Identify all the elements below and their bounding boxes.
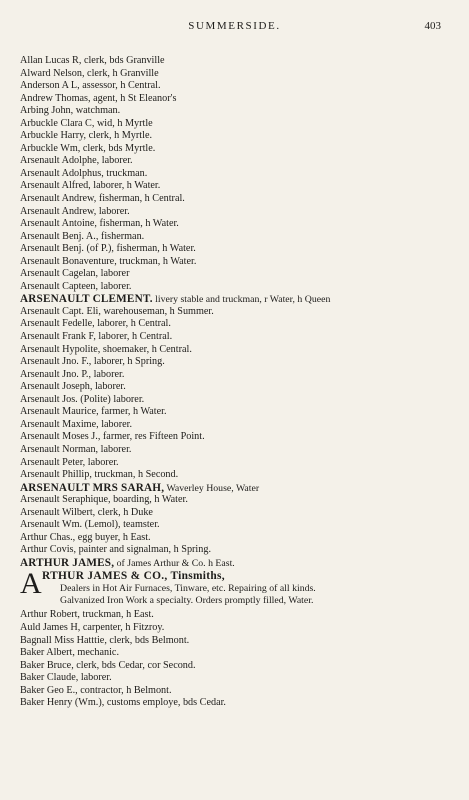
directory-entry: Arsenault Cagelan, laborer [20, 268, 130, 280]
directory-entry: Arsenault Wilbert, clerk, h Duke [20, 506, 153, 518]
page-number: 403 [424, 20, 441, 32]
directory-entry: Arsenault Maxime, laborer. [20, 418, 133, 430]
directory-entry-featured [20, 557, 450, 570]
directory-entry: Arsenault Joseph, laborer. [20, 381, 126, 393]
directory-entries [20, 55, 450, 710]
directory-entry: Arsenault Capt. Eli, warehouseman, h Summer. [20, 305, 214, 317]
directory-entry-featured [20, 293, 450, 306]
running-head: SUMMERSIDE. [188, 20, 281, 32]
directory-entry: Arsenault Benj. (of P.), fisherman, h Water. [20, 243, 196, 255]
directory-entry: Arsenault Maurice, farmer, h Water. [20, 406, 167, 418]
directory-entry: Arthur Robert, truckman, h East. [20, 609, 154, 621]
directory-entry: Arbing John, watchman. [20, 105, 121, 117]
directory-entry: Baker Geo E., contractor, h Belmont. [20, 684, 172, 696]
entry-name: ARTHUR JAMES, [20, 556, 115, 569]
directory-entry: Anderson A L, assessor, h Central. [20, 80, 161, 92]
directory-entry: Arsenault Fedelle, laborer, h Central. [20, 318, 171, 330]
entry-details: livery stable and truckman, r Water, h Queen [152, 294, 331, 306]
directory-entry: Arsenault Adolphe, laborer. [20, 155, 133, 167]
ad-drop-cap: A [20, 567, 42, 601]
directory-entry: Arbuckle Clara C, wid, h Myrtle [20, 117, 153, 129]
directory-entry: Arsenault Phillip, truckman, h Second. [20, 469, 179, 481]
directory-entry: Arsenault Jno. P., laborer. [20, 368, 125, 380]
directory-entry: Arbuckle Harry, clerk, h Myrtle. [20, 130, 153, 142]
directory-entry: Allan Lucas R, clerk, bds Granville [20, 55, 165, 66]
directory-entry: Alward Nelson, clerk, h Granville [20, 67, 159, 79]
entry-list-before [20, 55, 450, 569]
directory-entry: Arsenault Wm. (Lemol), teamster. [20, 519, 160, 531]
directory-entry: Auld James H, carpenter, h Fitzroy. [20, 621, 165, 633]
directory-entry: Arthur Covis, painter and signalman, h Spring. [20, 544, 211, 556]
directory-entry: Arsenault Bonaventure, truckman, h Water. [20, 255, 197, 267]
directory-entry: Baker Henry (Wm.), customs employe, bds Cedar. [20, 697, 226, 709]
directory-entry: Arsenault Alfred, laborer, h Water. [20, 180, 161, 192]
directory-entry: Arsenault Andrew, fisherman, h Central. [20, 193, 185, 205]
directory-entry: Arsenault Hypolite, shoemaker, h Central. [20, 343, 192, 355]
entry-name: ARSENAULT CLEMENT. [20, 293, 153, 306]
directory-entry: Arsenault Frank F, laborer, h Central. [20, 331, 173, 343]
directory-entry: Andrew Thomas, agent, h St Eleanor's [20, 92, 177, 104]
directory-entry: Arsenault Andrew, laborer. [20, 205, 130, 217]
directory-entry: Arsenault Jos. (Polite) laborer. [20, 393, 145, 405]
entry-name: ARSENAULT MRS SARAH, [20, 481, 165, 494]
page-header [0, 20, 469, 36]
ad-line-2: Galvanized Iron Work a specialty. Orders promptly filled, Water. [60, 595, 314, 607]
directory-entry: Baker Claude, laborer. [20, 672, 112, 684]
directory-entry: Arsenault Capteen, laborer. [20, 280, 132, 292]
directory-entry: Arsenault Moses J., farmer, res Fifteen Point. [20, 431, 205, 443]
ad-title: RTHUR JAMES & CO., Tinsmiths, [42, 570, 225, 583]
entry-details: Waverley House, Water [164, 482, 260, 494]
directory-entry: Arthur Chas., egg buyer, h East. [20, 531, 151, 543]
ad-line-1: Dealers in Hot Air Furnaces, Tinware, etc. Repairing of all kinds. [60, 583, 316, 595]
directory-entry: Baker Bruce, clerk, bds Cedar, cor Second. [20, 659, 196, 671]
directory-entry: Arbuckle Wm, clerk, bds Myrtle. [20, 142, 156, 154]
directory-entry-featured [20, 482, 450, 495]
directory-entry: Baker Albert, mechanic. [20, 647, 120, 659]
directory-entry: Arsenault Antoine, fisherman, h Water. [20, 218, 179, 230]
entry-details: of James Arthur & Co. h East. [114, 557, 235, 569]
directory-entry: Arsenault Adolphus, truckman. [20, 167, 148, 179]
directory-entry: Arsenault Jno. F., laborer, h Spring. [20, 356, 165, 368]
directory-entry: Arsenault Norman, laborer. [20, 443, 132, 455]
directory-entry: Bagnall Miss Hatttie, clerk, bds Belmont. [20, 634, 190, 646]
advertisement-arthur-james-co [20, 567, 450, 609]
directory-entry: Arsenault Seraphique, boarding, h Water. [20, 494, 188, 506]
entry-list-after [20, 609, 450, 709]
directory-entry: Arsenault Peter, laborer. [20, 456, 119, 468]
directory-entry: Arsenault Benj. A., fisherman. [20, 230, 145, 242]
